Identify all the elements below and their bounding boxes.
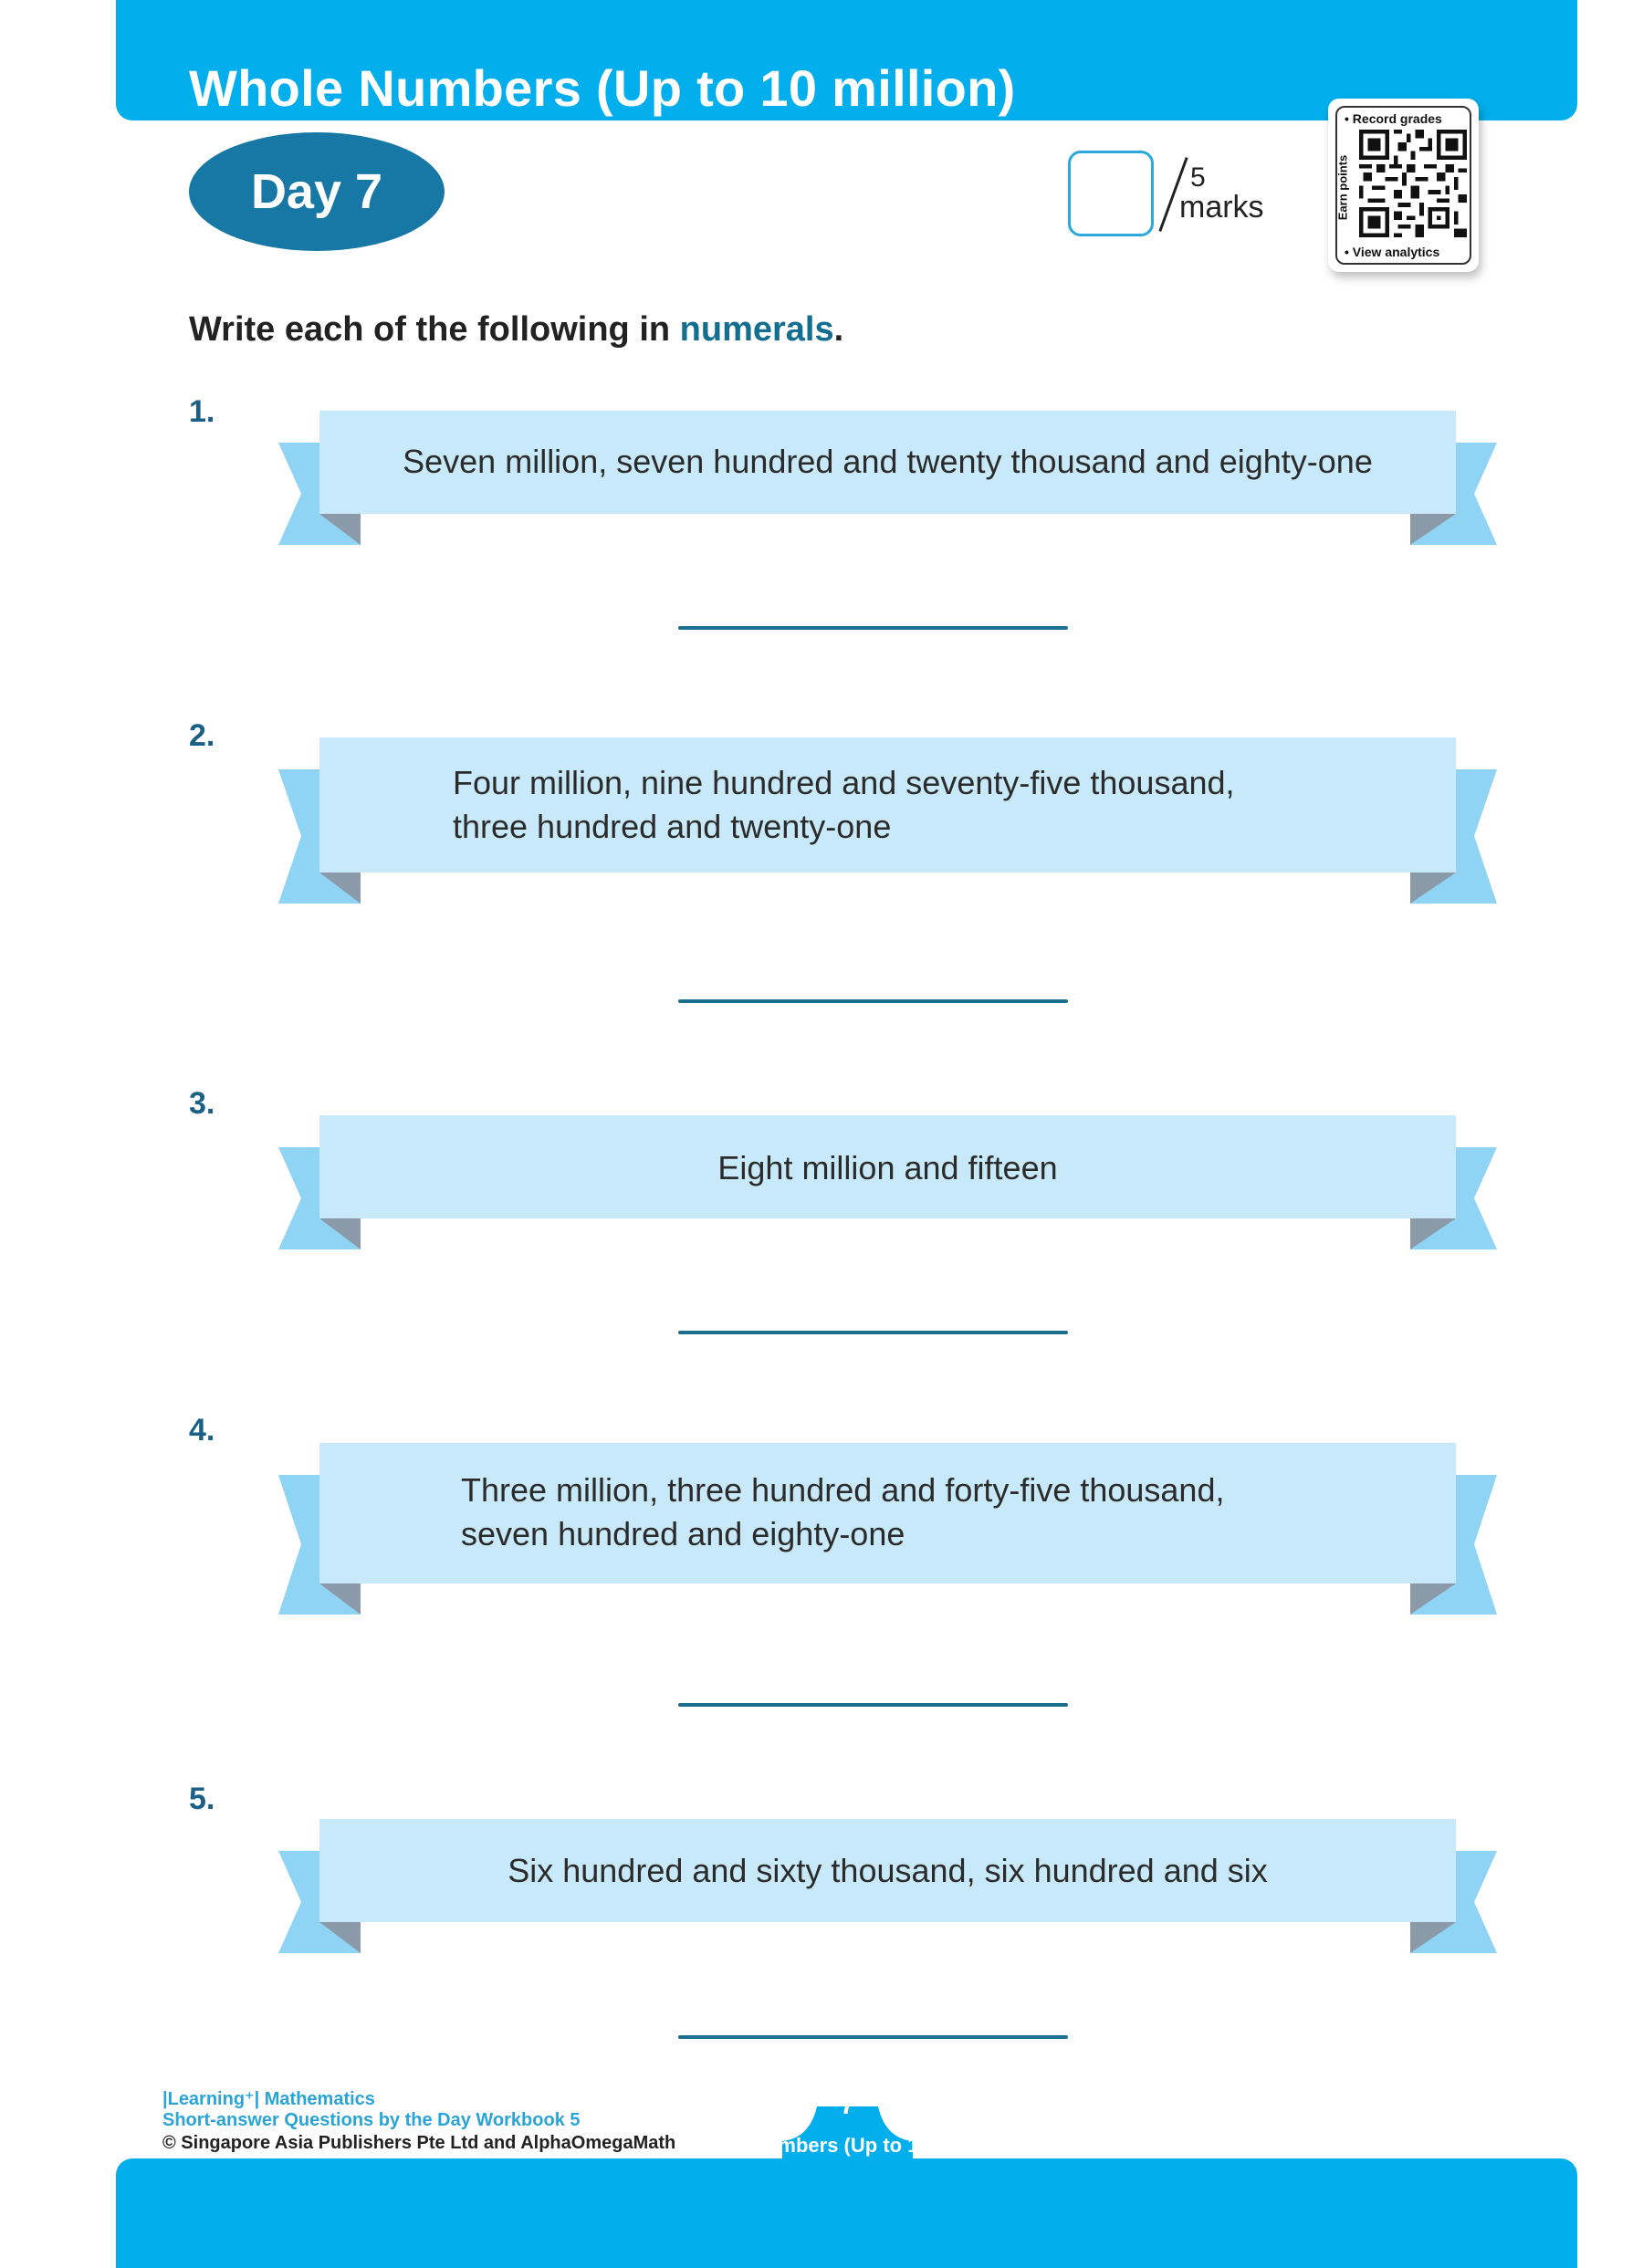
question-number: 1.	[189, 394, 215, 429]
question-ribbon	[274, 1443, 1506, 1615]
footer-bar	[116, 2158, 1577, 2268]
instruction-accent-word: numerals	[679, 310, 834, 349]
qr-card[interactable]	[1328, 99, 1479, 272]
question-ribbon	[274, 737, 1506, 904]
question-number: 2.	[189, 718, 215, 753]
page-title: Whole Numbers (Up to 10 million)	[189, 59, 1016, 117]
answer-line[interactable]	[678, 1703, 1068, 1707]
qr-card-frame	[1335, 106, 1471, 265]
day-badge	[189, 132, 445, 251]
answer-line[interactable]	[678, 999, 1068, 1003]
instruction-prefix: Write each of the following in	[189, 310, 680, 349]
footer-book-title: Short-answer Questions by the Day Workbook 5	[162, 2110, 581, 2130]
answer-line[interactable]	[678, 626, 1068, 630]
question-ribbon	[274, 1819, 1506, 1954]
footer-chapter-title: Whole Numbers (Up to 10 million)	[685, 2134, 1007, 2157]
footer-series: |Learning⁺| Mathematics	[162, 2089, 375, 2109]
question-text: Eight million and fifteen	[717, 1149, 1058, 1186]
qr-code-icon[interactable]	[1359, 130, 1467, 237]
instruction-text	[189, 310, 843, 350]
question-text-line: Four million, nine hundred and seventy-five thousand,	[453, 764, 1235, 801]
question-text-line: Three million, three hundred and forty-five thousand,	[461, 1471, 1225, 1509]
score-total: 5	[1190, 162, 1206, 193]
question-text	[319, 1468, 1456, 1556]
question-text-line: seven hundred and eighty-one	[461, 1515, 905, 1552]
score-input-box[interactable]	[1068, 151, 1154, 236]
qr-top-label: • Record grades	[1345, 111, 1442, 126]
answer-line[interactable]	[678, 1331, 1068, 1334]
day-label: Day 7	[250, 164, 383, 219]
score-unit: marks	[1179, 190, 1264, 225]
instruction-suffix: .	[833, 310, 844, 349]
question-text-line: three hundred and twenty-one	[453, 808, 892, 845]
qr-side-label: Earn points	[1335, 154, 1350, 221]
question-text: Six hundred and sixty thousand, six hundred and six	[508, 1852, 1268, 1889]
question-ribbon	[274, 411, 1506, 546]
question-text: Seven million, seven hundred and twenty thousand and eighty-one	[403, 443, 1373, 480]
page-number: 7	[840, 2090, 855, 2120]
qr-bottom-label: • View analytics	[1345, 245, 1440, 259]
footer-copyright: © Singapore Asia Publishers Pte Ltd and AlphaOmegaMath	[162, 2133, 676, 2153]
question-number: 5.	[189, 1782, 215, 1816]
question-ribbon	[274, 1115, 1506, 1250]
answer-line[interactable]	[678, 2035, 1068, 2039]
question-number: 3.	[189, 1086, 215, 1121]
question-text	[319, 761, 1456, 849]
question-number: 4.	[189, 1413, 215, 1448]
